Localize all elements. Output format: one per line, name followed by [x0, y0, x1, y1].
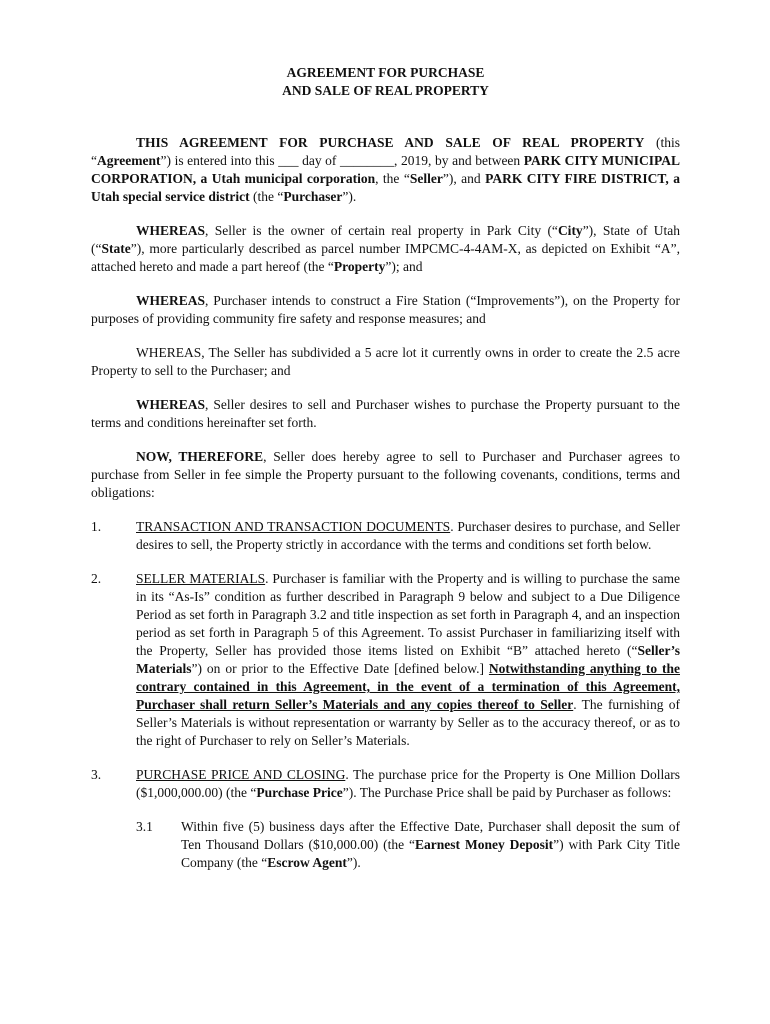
- whereas-text: WHEREAS, The Seller has subdivided a 5 acre lot it currently owns in order to create the 2.5 acre Property to sell to the Purchaser; and: [91, 345, 680, 378]
- section-number: 1.: [91, 519, 102, 534]
- section-1: [91, 518, 680, 554]
- whereas-text: , Seller is the owner of certain real property in Park City (“: [205, 223, 558, 238]
- title-line-1: AGREEMENT FOR PURCHASE: [286, 65, 485, 80]
- document-page: [91, 64, 680, 872]
- defined-term-agreement: Agreement: [97, 153, 161, 168]
- section-number: 3.: [91, 767, 102, 782]
- section-3: [91, 766, 680, 802]
- subsection-text: Within five (5) business days after the Effective Date, Purchaser shall deposit the sum of Ten Thousand Dollars ($10,000.00) (the “: [181, 819, 680, 852]
- whereas-text: ”), more particularly described as parcel number IMPCMC-4-4AM-X, as depicted on Exhibit “A”, attached hereto and made a part hereof (the “: [91, 241, 680, 274]
- intro-text: ”).: [342, 189, 357, 204]
- whereas-paragraph-1: [91, 222, 680, 276]
- section-text: . Purchaser is familiar with the Property and is willing to purchase the same in its “As-Is” condition as further described in Paragraph 9 below and subject to a Due Diligence Period as set forth in Paragraph 3.2 and title inspection as set forth in Paragraph 4, and an inspection period as set forth in Paragraph 5 of this Agreement. To assist Purchaser in familiarizing itself with the Property, Seller has provided those items listed on Exhibit “B” attached hereto (“: [136, 571, 680, 658]
- defined-term-state: State: [101, 241, 131, 256]
- purchaser-entity: PARK CITY FIRE DISTRICT, a Utah special service district: [91, 171, 680, 204]
- whereas-keyword: WHEREAS: [136, 293, 206, 308]
- section-heading: TRANSACTION AND TRANSACTION DOCUMENTS: [136, 519, 451, 534]
- intro-text: ”) is entered into this ___ day of ________, 2019, by and between: [160, 153, 524, 168]
- now-therefore-keyword: NOW, THEREFORE: [136, 449, 264, 464]
- defined-term-seller: Seller: [409, 171, 443, 186]
- section-text: . The purchase price for the Property is One Million Dollars ($1,000,000.00) (the “: [136, 767, 680, 800]
- now-therefore-text: , Seller does hereby agree to sell to Purchaser and Purchaser agrees to purchase from Seller in fee simple the Property pursuant to the following covenants, conditions, terms and obligations:: [91, 449, 681, 500]
- title-line-2: AND SALE OF REAL PROPERTY: [282, 83, 489, 98]
- section-heading: PURCHASE PRICE AND CLOSING: [136, 767, 346, 782]
- now-therefore-paragraph: [91, 448, 680, 502]
- defined-term-city: City: [557, 223, 583, 238]
- defined-term-escrow-agent: Escrow Agent: [267, 855, 347, 870]
- whereas-text: , Seller desires to sell and Purchaser wishes to purchase the Property pursuant to the terms and conditions hereinafter set forth.: [91, 397, 680, 430]
- return-materials-clause: Notwithstanding anything to the contrary contained in this Agreement, in the event of a termination of this Agreement, Purchaser shall return Seller’s Materials and any copies thereof to Seller: [136, 661, 680, 712]
- whereas-text: , Purchaser intends to construct a Fire Station (“Improvements”), on the Property for purposes of providing community fire safety and response measures; and: [91, 293, 680, 326]
- whereas-keyword: WHEREAS: [136, 223, 206, 238]
- section-heading: SELLER MATERIALS: [136, 571, 266, 586]
- section-text: . The furnishing of Seller’s Materials is without representation or warranty by Seller as to the accuracy thereof, or as to the right of Purchaser to rely on Seller’s Materials.: [136, 697, 680, 748]
- intro-text: ”), and: [442, 171, 486, 186]
- whereas-paragraph-3: [91, 344, 680, 380]
- whereas-text: ”); and: [385, 259, 423, 274]
- seller-entity: PARK CITY MUNICIPAL CORPORATION, a Utah municipal corporation: [91, 153, 680, 186]
- intro-paragraph: [91, 134, 680, 206]
- intro-text: (this “: [91, 135, 680, 168]
- intro-text: , the “: [375, 171, 410, 186]
- section-text: . Purchaser desires to purchase, and Seller desires to sell, the Property strictly in accordance with the terms and conditions set forth below.: [136, 519, 680, 552]
- section-2: [91, 570, 680, 750]
- intro-text: (the “: [249, 189, 284, 204]
- section-text: ”) on or prior to the Effective Date [defined below.]: [191, 661, 489, 676]
- whereas-paragraph-4: [91, 396, 680, 432]
- section-text: ”). The Purchase Price shall be paid by Purchaser as follows:: [342, 785, 672, 800]
- subsection-text: ”) with Park City Title Company (the “: [181, 837, 680, 870]
- subsection-text: ”).: [346, 855, 361, 870]
- subsection-number: 3.1: [136, 819, 153, 834]
- defined-term-sellers-materials: Seller’s Materials: [136, 643, 680, 676]
- section-3-1: [91, 818, 680, 872]
- defined-term-property: Property: [333, 259, 386, 274]
- whereas-text: ”), State of Utah (“: [91, 223, 680, 256]
- defined-term-earnest-money: Earnest Money Deposit: [415, 837, 554, 852]
- section-number: 2.: [91, 571, 102, 586]
- whereas-keyword: WHEREAS: [136, 397, 206, 412]
- document-title: [91, 64, 680, 100]
- defined-term-purchase-price: Purchase Price: [256, 785, 343, 800]
- whereas-paragraph-2: [91, 292, 680, 328]
- intro-lead: THIS AGREEMENT FOR PURCHASE AND SALE OF REAL PROPERTY: [136, 135, 645, 150]
- defined-term-purchaser: Purchaser: [283, 189, 343, 204]
